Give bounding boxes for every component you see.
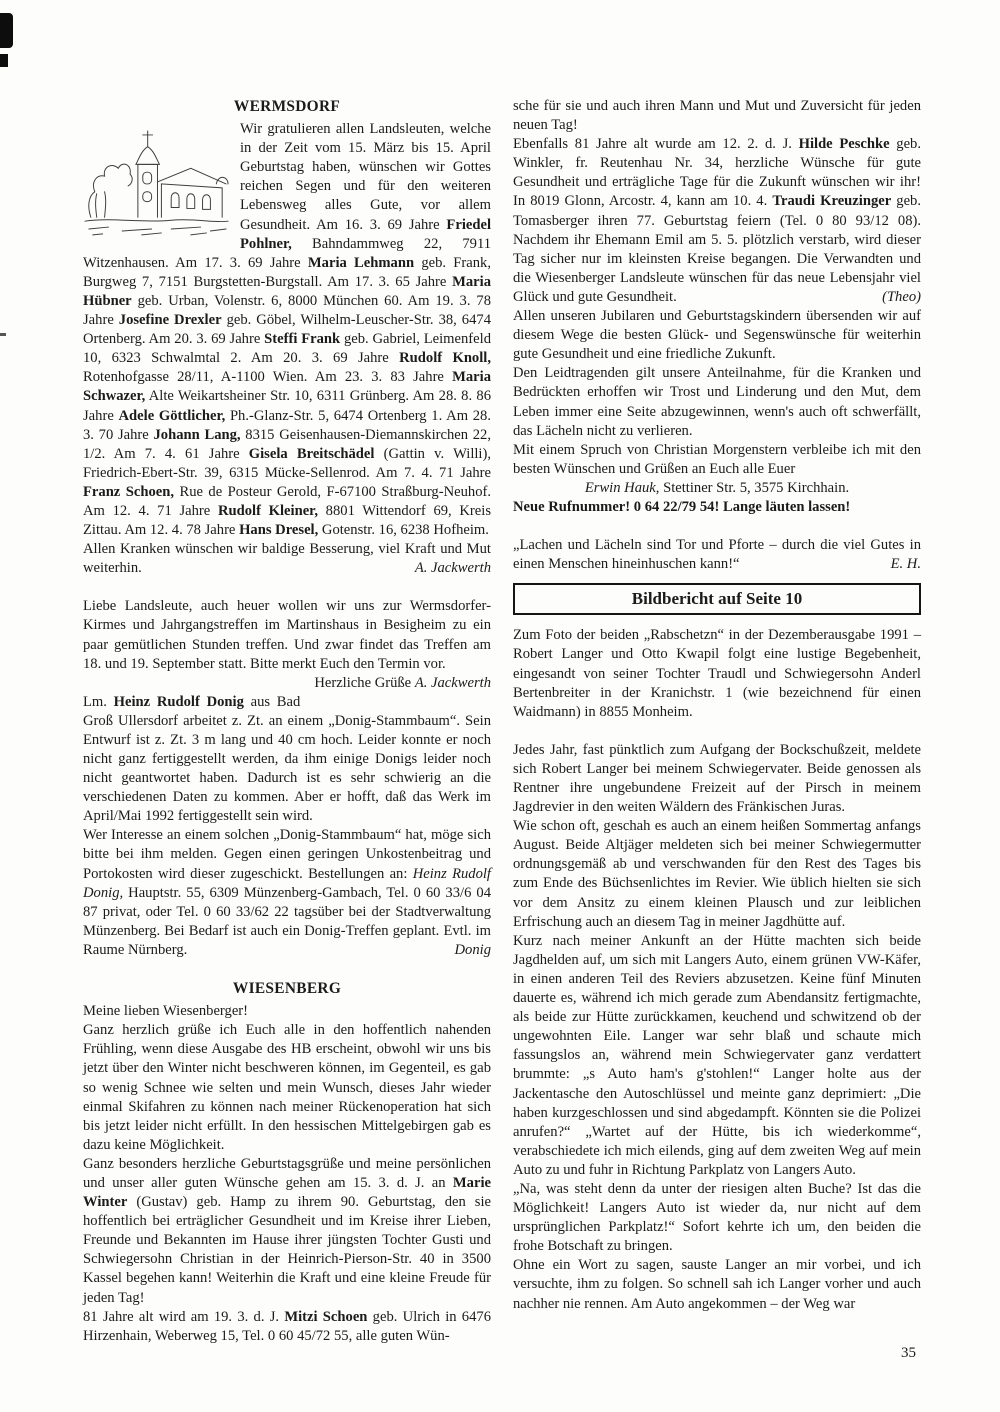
section-heading-wermsdorf: WERMSDORF: [233, 98, 341, 115]
line-neue-rufnummer: Neue Rufnummer! 0 64 22/79 54! Lange läuten lassen!: [513, 498, 851, 515]
birthday-list-text: Wir gratulieren allen Landsleuten, welche in der Zeit vom 15. März bis 15. April Geburtstag haben, wünschen wir Gottes reichen Segen und für den weiteren Lebensweg alles Gute, vor allem Gesundheit. Am 16. 3. 69 Jahre Friedel Pohlner, Bahndammweg 22, 7911 Witzenhausen. Am 17. 3. 69 Jahre Maria Lehmann geb. Frank, Burgweg 7, 7151 Burgstetten-Burgstall. Am 17. 3. 65 Jahre Maria Hübner geb. Urban, Volenstr. 6, 8000 München 60. Am 19. 3. 78 Jahre Josefine Drexler geb. Göbel, Wilhelm-Leuscher-Str. 38, 6474 Ortenberg. Am 20. 3. 69 Jahre Steffi Frank geb. Gabriel, Leimenfeld 10, 6323 Schwalmtal 2. Am 20. 3. 69 Jahre Rudolf Knoll, Rotenhofgasse 28/11, A-1100 Wien. Am 23. 3. 83 Jahre Maria Schwazer, Alte Weikartsheiner Str. 10, 6311 Grünberg. Am 28. 8. 86 Jahre Adele Göttlicher, Ph.-Glanz-Str. 5, 6474 Ortenberg 1. Am 28. 3. 70 Jahre Johann Lang, 8315 Geisenhausen-Diemannskirchen 22, 1/2. Am 7. 4. 61 Jahre Gisela Breitschädel (Gattin v. Willi), Friedrich-Ebert-Str. 39, 6315 Mücke-Sellenrod. Am 7. 4. 71 Jahre Franz Schoen, Rue de Posteur Gerold, F-67100 Straßburg-Neuhof. Am 12. 4. 71 Jahre Rudolf Kleiner, 8801 Wittendorf 69, Kreis Zittau. Am 12. 4. 78 Jahre Hans Dresel, Gotenstr. 16, 6238 Hofheim.: [83, 121, 492, 539]
paragraph-bildbericht-2: Jedes Jahr, fast pünktlich zum Aufgang der Bockschußzeit, meldete sich Robert Langer bei meinem Schwiegervater. Beide genossen als Rentner ihre ungebundene Freizeit auf der Pirsch in meinem Jagdrevier in den weiten Wäldern des Fränkischen Juras.: [513, 741, 921, 816]
paragraph-bildbericht-6: Ohne ein Wort zu sagen, sauste Langer an mir vorbei, und ich versuchte, ihm zu folgen. So schnell sah ich Langer vorher und auch nachher nie rennen. Am Auto angekommen – der Weg war: [513, 1257, 921, 1312]
church-sketch-icon: [83, 122, 230, 240]
bildbericht-heading-box: Bildbericht auf Seite 10: [513, 583, 921, 615]
spacer: [513, 517, 921, 536]
paragraph-continuation: sche für sie und auch ihren Mann und Mut und Zuversicht für jeden neuen Tag!: [513, 98, 921, 134]
section-heading-wiesenberg: WIESENBERG: [232, 980, 342, 998]
paragraph-bildbericht-intro: Zum Foto der beiden „Rabschetzn“ in der Dezemberausgabe 1991 – Robert Langer und Otto Kwapil folgt eine lustige Begebenheit, eingesandt von seiner Tochter Traudl und Schwiegersohn Anderl Bertenbreiter in der Kranichstr. 1 (wie bezeichnend für einen Waidmann) in 8855 Monheim.: [513, 627, 921, 720]
paragraph-marie-winter: Ganz besonders herzliche Geburtstagsgrüße und meine persönlichen und unser aller guten Wünsche gehen am 15. 3. d. J. an Marie Winter (Gustav) geb. Hamp zu ihrem 90. Geburtstag, den sie hoffentlich bei erträglicher Gesundheit und im Kreise ihrer Lieben, Freunde und Bekannten im Hause ihrer jüngsten Tochter Gusti und Schwiegersohn Christian in der Heinrich-Pierson-Str. 40 in 3500 Kassel begehen kann! Weiterhin die Kraft und eine kleine Freude für jeden Tag!: [83, 1155, 491, 1306]
paragraph-wiesenberg-greeting: Ganz herzlich grüße ich Euch alle in den hoffentlich nahenden Frühling, wenn diese Ausgabe des HB erscheint, obwohl wir uns bis jetzt über den Winter nicht beschweren können, im Gegenteil, es gab so wenig Schnee wie selten und mein Wunsch, dieses Jahr wieder einmal Skifahren zu können nach meiner Rückenoperation hat sich bis jetzt leider nicht erfüllt. In den hessischen Mittelgebirgen gab es dazu keine Möglichkeit.: [83, 1022, 491, 1153]
paragraph-peschke-kreuzinger: Ebenfalls 81 Jahre alt wurde am 12. 2. d. J. Hilde Peschke geb. Winkler, fr. Reutenhau Nr. 34, herzliche Wünsche für gute Gesundheit und erträgliche Tage für die Zukunft wünschen wir ihr! In 8019 Glonn, Arcostr. 4, kann am 10. 4. Traudi Kreuzinger geb. Tomasberger ihren 77. Geburtstag feiern (Tel. 0 80 93/12 08). Nachdem ihr Ehemann Emil am 5. 5. plötzlich verstarb, wird dieser Tag sicher nur im kleinsten Kreise begangen. Die Verwandten und die Wiesenberger Landsleute wünschen für das neue Lebensjahr viel Glück und gute Gesundheit. (Theo): [513, 136, 922, 305]
paragraph-bildbericht-5: „Na, was steht denn da unter der riesigen alten Buche? Ist das die Möglichkeit! Langers Auto ist wieder da, nur nicht auf dem ursprünglichen Parkplatz!“ Sofort kehrte ich um, den beiden die frohe Botschaft zu bringen.: [513, 1180, 921, 1255]
church-illustration: [83, 122, 230, 240]
paragraph-kranken-wishes: Allen Kranken wünschen wir baldige Besserung, viel Kraft und Mut weiterhin. A. Jackwerth: [83, 541, 491, 577]
paragraph-kirmes-invitation: Liebe Landsleute, auch heuer wollen wir uns zur Wermsdorfer-Kirmes und Jahrgangstreffen im Martinshaus in Besigheim zu ein paar gemütlichen Stunden treffen. Und zwar findet das Treffen am 18. und 19. September statt. Bitte merkt Euch den Termin vor. Herzliche Grüße A. Jackwerth: [83, 598, 491, 691]
print-mark: [0, 54, 8, 67]
print-mark: [0, 333, 6, 336]
paragraph-donig-stammbaum-1: Lm. Heinz Rudolf Donig aus Bad Groß Ullersdorf arbeitet z. Zt. an einem „Donig-Stammbaum“. Sein Entwurf ist z. Zt. 3 m lang und 40 cm hoch. Leider konnte er noch nicht ganz fertiggestellt werden, da ihm einige Donigs leider noch nicht geantwortet haben. Dadurch ist es sehr schwierig an die verschiedenen Daten zu kommen. Aber er hofft, daß das Werk im April/Mai 1992 fertiggestellt sein wird.: [83, 693, 491, 825]
paragraph-leidtragende: Den Leidtragenden gilt unsere Anteilnahme, für die Kranken und Bedrückten erhoffen wir Trost und Linderung und den Mut, dem Leben immer eine Seite abzugewinnen, wenn's auch oft schwerfällt, das Lächeln nicht zu verlieren.: [513, 365, 921, 439]
paragraph-salute: Meine lieben Wiesenberger!: [83, 1003, 249, 1020]
line-erwin-hauk-address: Erwin Hauk, Stettiner Str. 5, 3575 Kirchhain.: [584, 479, 850, 496]
paragraph-donig-stammbaum-2: Wer Interesse an einem solchen „Donig-Stammbaum“ hat, möge sich bitte bei ihm melden. Gegen einen geringen Unkostenbeitrag und Portokosten wird dieser zugeschickt. Bestellungen an: Heinz Rudolf Donig, Hauptstr. 55, 6309 Münzenberg-Gambach, Tel. 0 60 33/6 04 87 privat, oder Tel. 0 60 33/62 22 tagsüber bei der Stadtverwaltung Münzenberg. Bei Bedarf ist auch ein Donig-Treffen geplant. Evtl. im Raume Nürnberg. Donig: [83, 827, 491, 958]
paragraph-mitzi-schoen: 81 Jahre alt wird am 19. 3. d. J. Mitzi Schoen geb. Ulrich in 6476 Hirzenhain, Weberweg 15, Tel. 0 60 45/72 55, alle guten Wün-: [83, 1308, 491, 1344]
right-column: [513, 97, 921, 1346]
paragraph-bildbericht-4: Kurz nach meiner Ankunft an der Hütte machten sich beide Jagdhelden auf, um sich mit Langers Auto, einem grünen VW-Käfer, in einen anderen Teil des Reviers abzusetzen. Keine fünf Minuten dauerte es, während ich mich gerade zum Abendansitz fertigmachte, als beide zur Hütte zurückkamen, keuchend und schwitzend ob der ungewohnten Eile. Langer war sehr blaß und schaute mich fassungslos an, während mein Schwiegervater ganz verdattert brummte: „s Auto ham's g'stohlen!“ Langer holte aus der Jackentasche den Autoschlüssel und meinte ganz deprimiert: „Die haben kurzgeschlossen und sind abgedampft. Könnten sie die Polizei anrufen?“ „Wartet auf der Hütte, bis ich wiederkomme“, verabschiedete ich mich eilends, ging auf dem zweiten Weg auf mein Auto zu und fuhr in Richtung Parkplatz von Langers Auto.: [513, 932, 921, 1178]
page-number: 35: [901, 1345, 916, 1361]
spacer: [83, 578, 491, 597]
paragraph-morgenstern: Mit einem Spruch von Christian Morgenstern verbleibe ich mit den besten Wünschen und Grüßen an Euch alle Euer: [513, 441, 921, 477]
paragraph-wermsdorf-birthdays: [83, 120, 491, 540]
print-mark: [0, 13, 13, 48]
spacer: [513, 722, 921, 741]
two-column-text: [83, 97, 921, 1346]
paragraph-jubilare: Allen unseren Jubilaren und Geburtstagskindern übersenden wir auf diesem Wege die besten Glück- und Segenswünsche für weiterhin gute Gesundheit und eine friedliche Zukunft.: [513, 308, 921, 363]
paragraph-bildbericht-3: Wie schon oft, geschah es auch an einem heißen Sommertag anfangs August. Beide Altjäger meldeten sich bei meiner Schwiegermutter ordnungsgemäß ab und verschwanden für den Rest des Tages bis zum Ende des Büchsenlichtes im Revier. Wie üblich hielten sie sich vor dem Ansitz zu einem kleinen Plausch und zur leiblichen Erfrischung auch an diesem Tag in meiner Jagdhütte auf.: [513, 818, 921, 930]
paragraph-quote: „Lachen und Lächeln sind Tor und Pforte – durch die viel Gutes in einen Menschen hineinhuschen kann!“ E. H.: [513, 537, 921, 573]
left-column: [83, 97, 491, 1346]
spacer: [83, 960, 491, 979]
